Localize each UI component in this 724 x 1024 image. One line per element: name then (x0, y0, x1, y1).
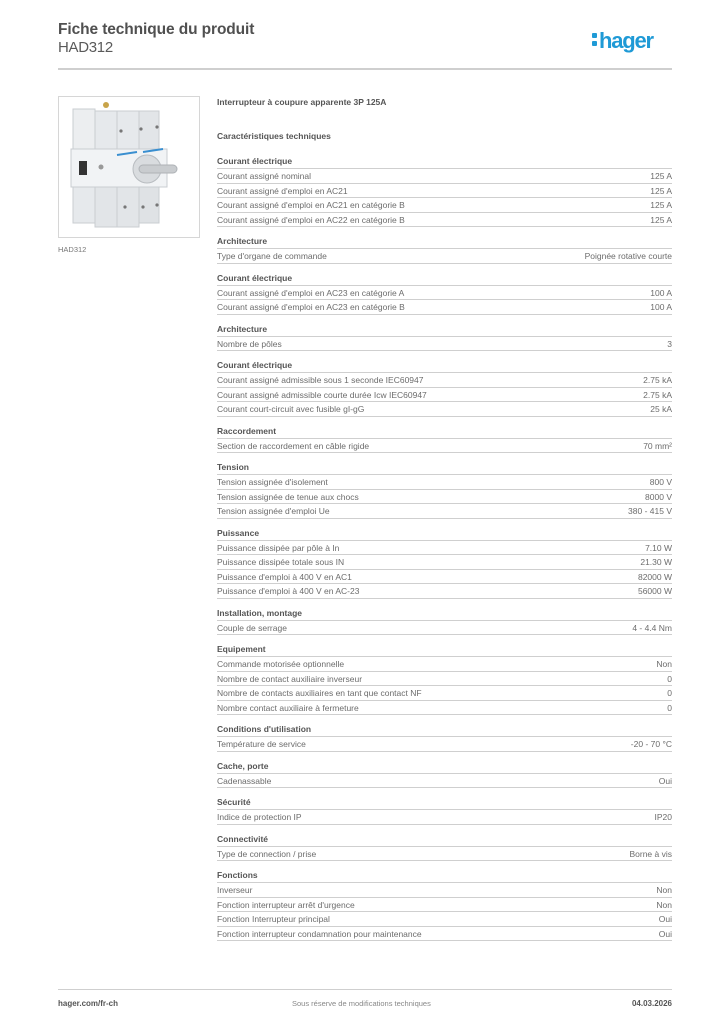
section-title: Connectivité (217, 833, 672, 847)
spec-value: 125 A (650, 200, 672, 210)
spec-value: 82000 W (637, 571, 672, 582)
spec-row (217, 701, 672, 716)
spec-value: Oui (658, 914, 672, 924)
spec-label: Cadenassable (217, 775, 272, 786)
image-caption: HAD312 (58, 245, 87, 254)
spec-value: 3 (667, 338, 672, 349)
spec-label: Tension assignée d'emploi Ue (217, 506, 330, 516)
spec-row (217, 898, 672, 913)
spec-value: Borne à vis (629, 848, 672, 859)
spec-row (217, 475, 672, 490)
spec-row (217, 686, 672, 701)
spec-value: 0 (667, 688, 672, 698)
spec-value: Non (656, 899, 672, 910)
spec-row (217, 504, 672, 519)
spec-value: 8000 V (645, 491, 672, 502)
product-image (58, 96, 200, 238)
spec-label: Courant assigné admissible sous 1 seconde IEC60947 (217, 375, 424, 385)
footer-divider (58, 989, 672, 990)
spec-value: 0 (667, 702, 672, 713)
spec-label: Section de raccordement en câble rigide (217, 440, 370, 451)
spec-section (217, 155, 672, 227)
spec-row (217, 402, 672, 417)
spec-value: Non (656, 885, 672, 895)
spec-label: Courant assigné d'emploi en AC21 (217, 185, 348, 196)
section-title: Puissance (217, 527, 672, 541)
spec-label: Type de connection / prise (217, 848, 317, 859)
spec-row (217, 847, 672, 862)
spec-row (217, 672, 672, 687)
spec-label: Tension assignée d'isolement (217, 477, 328, 487)
page-title: Fiche technique du produit (58, 21, 255, 38)
spec-section (217, 643, 672, 715)
spec-value: 380 - 415 V (628, 506, 672, 516)
section-title: Cache, porte (217, 760, 672, 774)
spec-label: Tension assignée de tenue aux chocs (217, 491, 359, 502)
spec-section (217, 323, 672, 352)
section-title: Courant électrique (217, 155, 672, 169)
spec-row (217, 541, 672, 556)
spec-section (217, 461, 672, 519)
spec-value: Non (656, 659, 672, 669)
spec-table (217, 155, 672, 949)
spec-value: Poignée rotative courte (584, 251, 672, 261)
spec-section (217, 869, 672, 941)
spec-value: 125 A (650, 214, 672, 225)
section-title: Courant électrique (217, 359, 672, 373)
spec-value: 21.30 W (640, 557, 672, 567)
spec-row (217, 912, 672, 927)
section-title: Architecture (217, 235, 672, 249)
spec-value: 25 kA (650, 404, 672, 414)
spec-section (217, 607, 672, 636)
spec-value: 0 (667, 673, 672, 684)
spec-label: Nombre de pôles (217, 338, 282, 349)
spec-row (217, 490, 672, 505)
spec-value: 2.75 kA (643, 389, 672, 400)
logo-text: hager (599, 28, 653, 53)
spec-row (217, 555, 672, 570)
spec-label: Fonction interrupteur arrêt d'urgence (217, 899, 355, 910)
switch-disconnector-illustration (59, 97, 199, 237)
section-title: Equipement (217, 643, 672, 657)
spec-label: Nombre de contact auxiliaire inverseur (217, 673, 363, 684)
spec-row (217, 213, 672, 228)
spec-section (217, 833, 672, 862)
section-title: Fonctions (217, 869, 672, 883)
footer-website-link[interactable]: hager.com/fr-ch (58, 999, 119, 1008)
spec-value: 7.10 W (645, 542, 672, 553)
section-title: Architecture (217, 323, 672, 337)
spec-title: Caractéristiques techniques (217, 131, 331, 141)
section-title: Courant électrique (217, 272, 672, 286)
spec-value: 70 mm² (643, 440, 672, 451)
spec-label: Puissance d'emploi à 400 V en AC1 (217, 571, 352, 582)
section-title: Sécurité (217, 796, 672, 810)
spec-value: 800 V (649, 477, 672, 487)
spec-label: Température de service (217, 739, 306, 749)
spec-value: 4 - 4.4 Nm (632, 622, 672, 633)
spec-row (217, 249, 672, 264)
section-title: Tension (217, 461, 672, 475)
spec-label: Courant assigné admissible courte durée Icw IEC60947 (217, 389, 427, 400)
spec-label: Puissance dissipée totale sous IN (217, 557, 345, 567)
hager-logo (592, 28, 653, 54)
spec-section (217, 527, 672, 599)
spec-value: 100 A (650, 287, 672, 298)
spec-label: Indice de protection IP (217, 812, 302, 822)
spec-row (217, 198, 672, 213)
spec-row (217, 300, 672, 315)
section-title: Conditions d'utilisation (217, 723, 672, 737)
spec-label: Courant assigné d'emploi en AC23 en catégorie A (217, 287, 405, 298)
spec-section (217, 425, 672, 454)
product-reference: HAD312 (58, 39, 113, 56)
spec-label: Commande motorisée optionnelle (217, 659, 345, 669)
spec-label: Couple de serrage (217, 622, 287, 633)
spec-label: Type d'organe de commande (217, 251, 327, 261)
spec-value: 100 A (650, 302, 672, 312)
spec-row (217, 388, 672, 403)
spec-row (217, 337, 672, 352)
spec-value: 125 A (650, 185, 672, 196)
spec-row (217, 570, 672, 585)
spec-label: Courant assigné nominal (217, 171, 312, 181)
spec-row (217, 184, 672, 199)
spec-value: 2.75 kA (643, 375, 672, 385)
spec-row (217, 774, 672, 789)
spec-value: Oui (658, 928, 672, 939)
spec-section (217, 723, 672, 752)
spec-label: Courant assigné d'emploi en AC23 en catégorie B (217, 302, 405, 312)
spec-label: Courant court-circuit avec fusible gI-gG (217, 404, 365, 414)
spec-label: Fonction interrupteur condamnation pour maintenance (217, 928, 422, 939)
spec-label: Nombre de contacts auxiliaires en tant que contact NF (217, 688, 422, 698)
spec-label: Puissance d'emploi à 400 V en AC-23 (217, 586, 360, 596)
footer-date: 04.03.2026 (631, 999, 672, 1008)
footer-disclaimer: Sous réserve de modifications techniques (292, 999, 431, 1008)
spec-row (217, 737, 672, 752)
spec-section (217, 760, 672, 789)
spec-section (217, 272, 672, 315)
spec-value: 125 A (650, 171, 672, 181)
spec-section (217, 235, 672, 264)
header-divider (58, 68, 672, 70)
spec-label: Inverseur (217, 885, 253, 895)
spec-row (217, 810, 672, 825)
section-title: Installation, montage (217, 607, 672, 621)
spec-row (217, 621, 672, 636)
spec-label: Nombre contact auxiliaire à fermeture (217, 702, 359, 713)
spec-label: Courant assigné d'emploi en AC21 en catégorie B (217, 200, 405, 210)
spec-label: Fonction Interrupteur principal (217, 914, 330, 924)
spec-value: Oui (658, 775, 672, 786)
spec-row (217, 883, 672, 898)
spec-section (217, 359, 672, 417)
spec-label: Courant assigné d'emploi en AC22 en catégorie B (217, 214, 405, 225)
spec-row (217, 927, 672, 942)
logo-colon-icon (592, 33, 597, 47)
spec-row (217, 373, 672, 388)
spec-row (217, 657, 672, 672)
spec-value: -20 - 70 °C (630, 739, 672, 749)
spec-value: 56000 W (637, 586, 672, 596)
spec-section (217, 796, 672, 825)
spec-value: IP20 (654, 812, 672, 822)
spec-row (217, 169, 672, 184)
spec-row (217, 286, 672, 301)
spec-row (217, 439, 672, 454)
spec-label: Puissance dissipée par pôle à In (217, 542, 340, 553)
spec-row (217, 584, 672, 599)
product-name: Interrupteur à coupure apparente 3P 125A (217, 97, 387, 107)
section-title: Raccordement (217, 425, 672, 439)
